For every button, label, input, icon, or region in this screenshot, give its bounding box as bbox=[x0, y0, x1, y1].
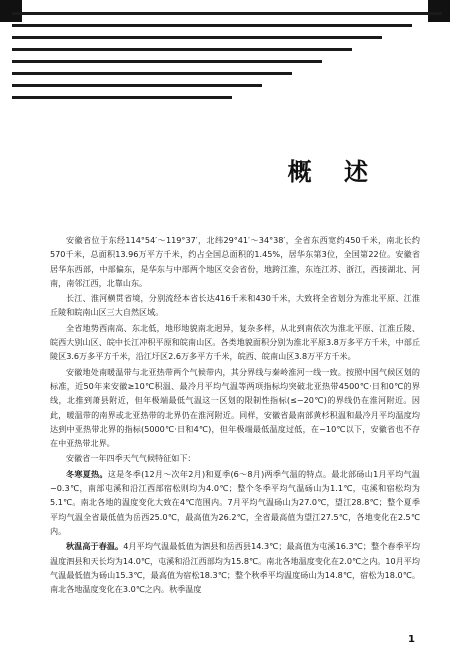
paragraph-text: 安徽地处南暖温带与北亚热带两个气候带内，其分界线与秦岭淮河一线一致。按照中国气候区划的标准，近50年来安徽≥10℃积温、最冷月平均气温等两项指标均突破北亚热带4500℃·日和0℃的界线，北推到萧县附近，但年极端最低气温这一区划的限制性指标(≤−20℃)的界线仍在淮河附近。因此，暖温带的南界或北亚热带的北界仍在淮河附近。同样，安徽省最南部黄杉积温和最冷月平均温度均达到中亚热带北界的指标(5000℃·日和4℃)，但年极端最低温度过低，在−10℃以下，安徽省也不存在中亚热带北界。 bbox=[50, 366, 420, 449]
stripe bbox=[12, 36, 382, 39]
stripe bbox=[12, 12, 442, 15]
paragraph bbox=[50, 291, 420, 320]
paragraph-text: 长江、淮河横贯省境，分别流经本省长达416千米和430千米，大致将全省划分为淮北平原、江淮丘陵和皖南山区三大自然区域。 bbox=[50, 293, 420, 318]
paragraph bbox=[50, 233, 420, 290]
paragraph bbox=[50, 321, 420, 364]
paragraph-text: 4月平均气温最低值为泗县和岳西县14.3℃；最高值为屯溪16.3℃；整个春季平均温度泗县和天长均为14.0℃，屯溪和沿江西部均为15.8℃。南北各地温度变化在2.0℃之内。10月平均气温最低值为砀山15.3℃，最高值为宿松18.3℃；整个秋季平均温度砀山为14.8℃，宿松为18.0℃。南北各地温度变化在3.0℃之内。秋季温度 bbox=[50, 541, 420, 595]
paragraph bbox=[50, 365, 420, 451]
stripe bbox=[12, 96, 232, 99]
paragraph-lead: 冬寒夏热。 bbox=[66, 468, 108, 479]
paragraph-lead: 秋温高于春温。 bbox=[66, 541, 124, 552]
stripe bbox=[12, 84, 262, 87]
stripe bbox=[12, 72, 292, 75]
paragraph-text: 安徽省一年四季天气气候特征如下： bbox=[66, 453, 196, 464]
stripe bbox=[12, 60, 322, 63]
page-number: 1 bbox=[408, 634, 415, 645]
paragraph-text: 安徽省位于东经114°54′～119°37′，北纬29°41′～34°38′，全省东西宽约450千米，南北长约570千米，总面积13.96万平方千米，约占全国总面积的1.45%，居华东第3位，全国第22位。安徽省居华东西部，中部偏东，是华东与中部两个地区交会省份，地跨江淮，东连江苏、浙江，西接湖北、河南，南邻江西，北靠山东。 bbox=[50, 235, 420, 288]
paragraph bbox=[50, 467, 420, 538]
paragraph bbox=[50, 539, 420, 596]
chapter-heading: 概 述 bbox=[287, 158, 380, 186]
stripe bbox=[12, 48, 352, 51]
body-text bbox=[50, 233, 420, 596]
stripe bbox=[12, 24, 412, 27]
paragraph bbox=[50, 451, 420, 465]
paragraph-text: 全省地势西南高、东北低，地形地貌南北迥异，复杂多样，从北到南依次为淮北平原、江淮丘陵、皖西大别山区、皖中长江冲积平原和皖南山区。各类地貌面积分别为淮北平原3.8万多平方千米，中部丘陵区3.6万多平方千米，沿江圩区2.6万多平方千米，皖西、皖南山区3.8万平方千米。 bbox=[50, 322, 420, 362]
paragraph-text: 这是冬季(12月～次年2月)和夏季(6～8月)两季气温的特点。最北部砀山1月平均气温−0.3℃，南部屯溪和沿江西部宿松则均为4.0℃；整个冬季平均气温砀山为1.1℃，屯溪和宿松均为5.1℃。南北各地的温度变化大致在4℃范围内。7月平均气温砀山为27.0℃，望江28.8℃；整个夏季平均气温全省最低值为岳西25.0℃，最高值为26.2℃，全省最高值为望江27.5℃，各地变化在2.5℃内。 bbox=[50, 468, 420, 536]
header-stripes bbox=[12, 10, 442, 110]
